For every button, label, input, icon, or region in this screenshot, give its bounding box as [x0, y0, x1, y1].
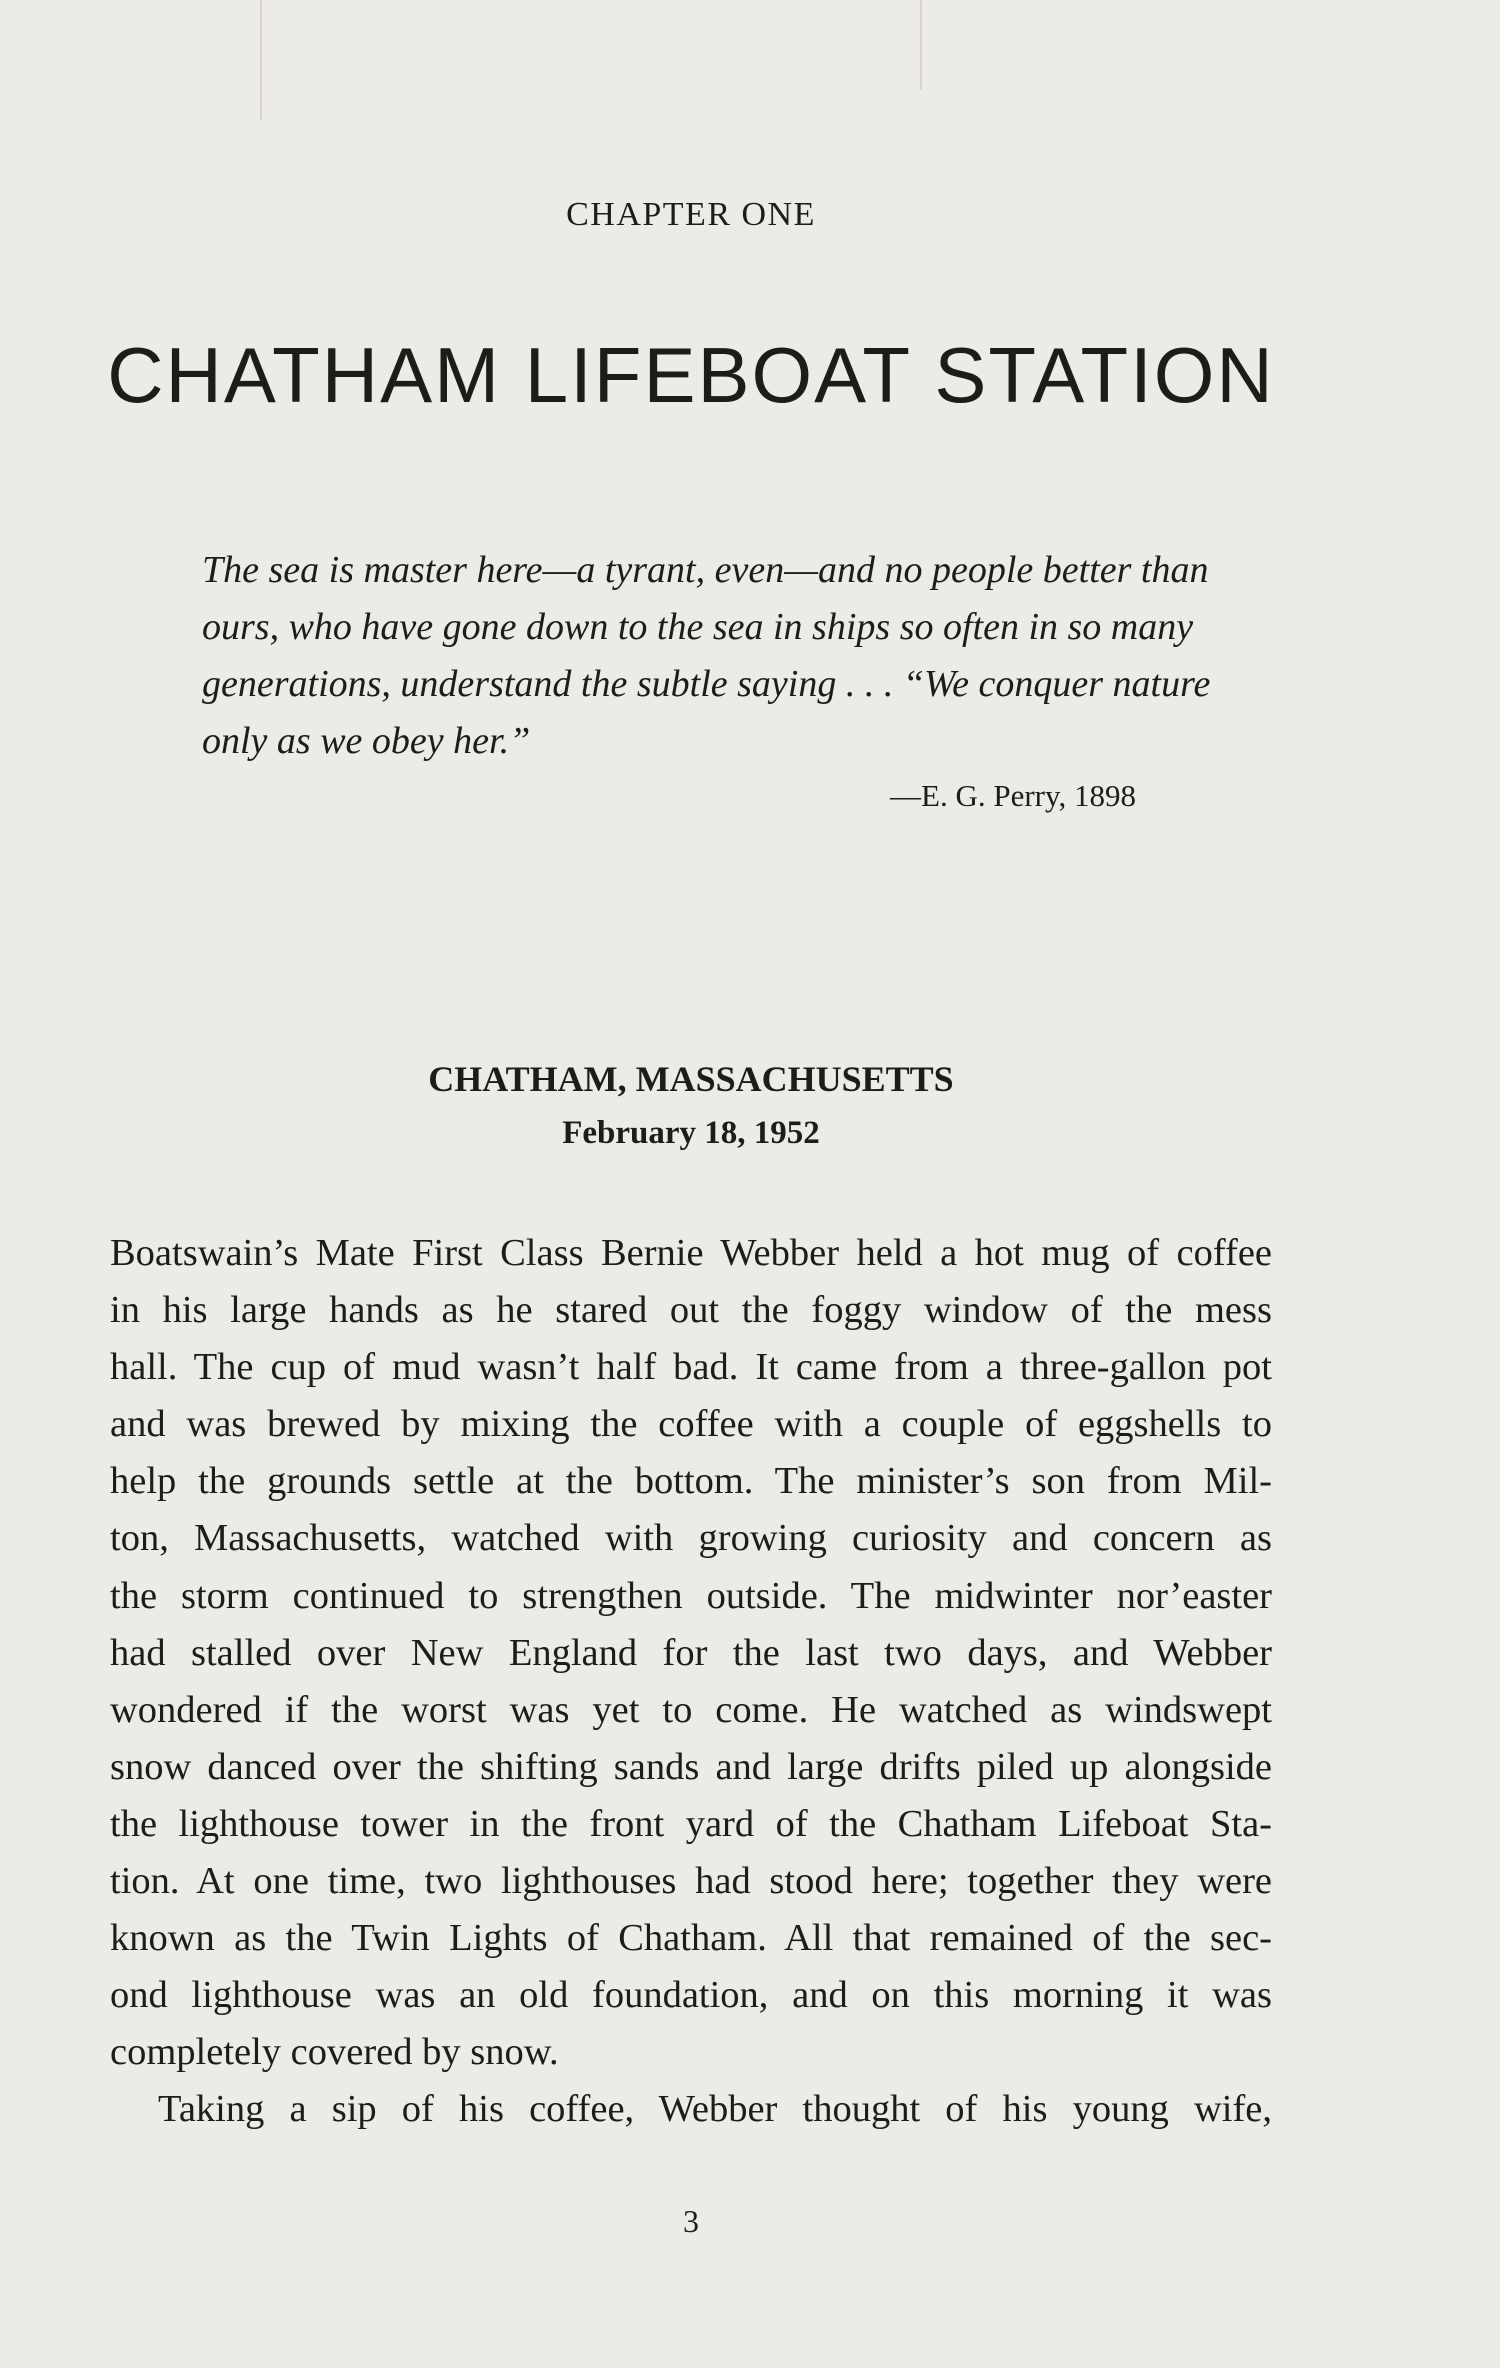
body-line: Boatswain’s Mate First Class Bernie Webber held a hot mug of coffee	[110, 1232, 1272, 1274]
body-line: ton, Massachusetts, watched with growing curiosity and concern as	[110, 1517, 1272, 1560]
body-text	[110, 1225, 1272, 2139]
body-line: known as the Twin Lights of Chatham. All that remained of the sec-	[110, 1917, 1272, 1960]
body-line: and was brewed by mixing the coffee with a couple of eggshells to	[110, 1403, 1272, 1446]
body-line: ond lighthouse was an old foundation, and on this morning it was	[110, 1974, 1272, 2017]
page-number: 3	[683, 2203, 699, 2239]
epigraph	[202, 542, 1211, 770]
body-line: hall. The cup of mud wasn’t half bad. It came from a three-gallon pot	[110, 1346, 1272, 1389]
body-line: Taking a sip of his coffee, Webber thought of his young wife,	[158, 2088, 1272, 2131]
chapter-title: CHATHAM LIFEBOAT STATION	[107, 331, 1275, 419]
scan-artifact-line	[260, 0, 262, 120]
epigraph-line: The sea is master here—a tyrant, even—and no people better than	[202, 549, 1209, 591]
body-line: snow danced over the shifting sands and large drifts piled up alongside	[110, 1745, 1272, 1788]
body-line: completely covered by snow.	[110, 2031, 559, 2074]
section-date-heading: February 18, 1952	[562, 1115, 820, 1151]
epigraph-line: generations, understand the subtle saying . . . “We conquer nature	[202, 663, 1211, 705]
body-line: had stalled over New England for the last two days, and Webber	[110, 1631, 1272, 1674]
body-line: the lighthouse tower in the front yard of the Chatham Lifeboat Sta-	[110, 1802, 1272, 1845]
body-line: the storm continued to strengthen outside. The midwinter nor’easter	[110, 1574, 1272, 1617]
epigraph-line: only as we obey her.”	[202, 720, 531, 762]
scan-artifact-line	[920, 0, 922, 90]
body-line: in his large hands as he stared out the foggy window of the mess	[110, 1289, 1272, 1332]
epigraph-line: ours, who have gone down to the sea in ships so often in so many	[202, 606, 1194, 648]
section-place-heading: CHATHAM, MASSACHUSETTS	[428, 1059, 954, 1099]
chapter-label: CHAPTER ONE	[566, 196, 816, 233]
epigraph-attribution: —E. G. Perry, 1898	[890, 778, 1136, 813]
body-line: wondered if the worst was yet to come. He watched as windswept	[110, 1688, 1272, 1731]
body-line: help the grounds settle at the bottom. The minister’s son from Mil-	[110, 1460, 1272, 1503]
body-line: tion. At one time, two lighthouses had stood here; together they were	[110, 1860, 1272, 1903]
